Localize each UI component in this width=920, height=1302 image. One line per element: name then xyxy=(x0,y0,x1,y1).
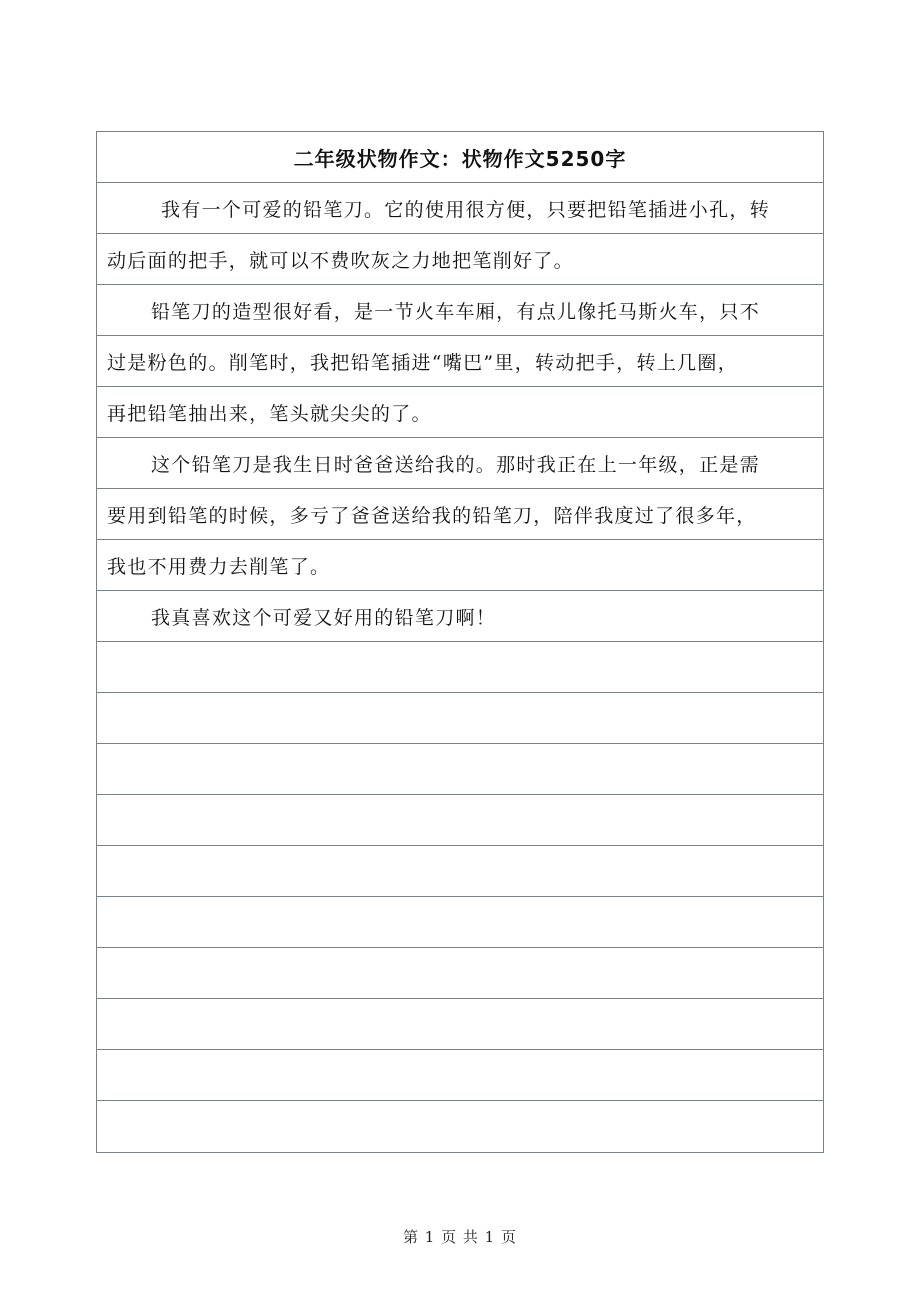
blank-line xyxy=(97,897,823,948)
blank-line xyxy=(97,693,823,744)
essay-line: 再把铅笔抽出来，笔头就尖尖的了。 xyxy=(97,387,823,438)
essay-line: 动后面的把手，就可以不费吹灰之力地把笔削好了。 xyxy=(97,234,823,285)
blank-line xyxy=(97,846,823,897)
blank-line xyxy=(97,999,823,1050)
essay-line: 过是粉色的。削笔时，我把铅笔插进“嘴巴”里，转动把手，转上几圈， xyxy=(97,336,823,387)
blank-line xyxy=(97,744,823,795)
blank-line xyxy=(97,642,823,693)
page-number-footer: 第 1 页 共 1 页 xyxy=(403,1228,517,1246)
essay-line: 铅笔刀的造型很好看，是一节火车车厢，有点儿像托马斯火车，只不 xyxy=(97,285,823,336)
essay-line: 要用到铅笔的时候，多亏了爸爸送给我的铅笔刀，陪伴我度过了很多年， xyxy=(97,489,823,540)
blank-line xyxy=(97,1050,823,1101)
blank-line xyxy=(97,795,823,846)
blank-line xyxy=(97,1101,823,1152)
essay-sheet xyxy=(96,131,824,1153)
essay-line: 我也不用费力去削笔了。 xyxy=(97,540,823,591)
essay-line: 这个铅笔刀是我生日时爸爸送给我的。那时我正在上一年级，正是需 xyxy=(97,438,823,489)
essay-line: 我有一个可爱的铅笔刀。它的使用很方便，只要把铅笔插进小孔，转 xyxy=(97,183,823,234)
blank-line xyxy=(97,948,823,999)
essay-line: 我真喜欢这个可爱又好用的铅笔刀啊！ xyxy=(97,591,823,642)
essay-title: 二年级状物作文：状物作文5250字 xyxy=(97,132,823,183)
